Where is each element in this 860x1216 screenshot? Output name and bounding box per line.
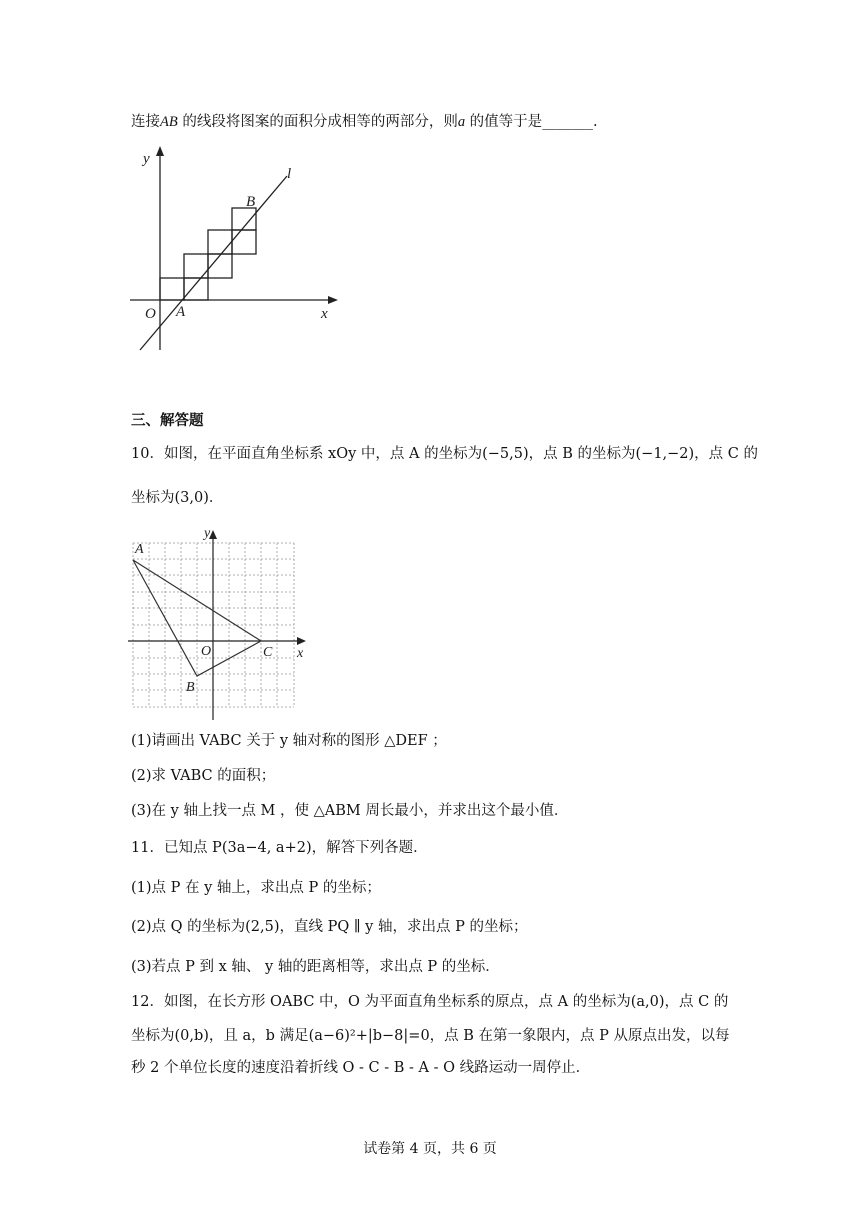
x-axis-arrow-icon [328, 296, 338, 304]
square [232, 230, 256, 254]
q10-sub1: (1)请画出 VABC 关于 y 轴对称的图形 △DEF ； [131, 733, 447, 749]
origin-label: O [201, 644, 212, 659]
q9-text-part: 的线段将图案的面积分成相等的两部分，则 [177, 114, 458, 130]
q11-sub1: (1)点 P 在 y 轴上，求出点 P 的坐标； [131, 880, 381, 896]
x-axis-arrow-icon [297, 637, 306, 645]
q11-line1: 11．已知点 P(3a−4, a+2)，解答下列各题． [131, 840, 428, 856]
triangle-abc [133, 560, 261, 676]
square [160, 278, 184, 300]
q9-text-part: 连接 [131, 114, 160, 130]
page-footer: 试卷第 4 页，共 6 页 [363, 1141, 497, 1157]
y-axis-arrow-icon [156, 146, 164, 156]
triangle-grid-figure [126, 522, 312, 722]
y-axis-label: y [143, 151, 150, 167]
q10-line2: 坐标为(3,0)． [131, 490, 224, 506]
q9-var-ab: AB [160, 114, 178, 130]
q10-sub2: (2)求 VABC 的面积； [131, 768, 276, 784]
q9-var-a: a [457, 114, 466, 130]
q12-line1: 12．如图，在长方形 OABC 中，O 为平面直角坐标系的原点，点 A 的坐标为(a,0)，点 C 的 [131, 994, 729, 1010]
staircase-figure [125, 140, 355, 360]
x-axis-label: x [297, 646, 304, 661]
origin-label: O [145, 306, 156, 322]
point-b-label: B [186, 680, 195, 695]
q12-line3: 秒 2 个单位长度的速度沿着折线 O - C - B - A - O 线路运动一周停止． [131, 1060, 591, 1076]
q9-text-part: 的值等于是 [465, 114, 543, 130]
y-axis-label: y [204, 526, 211, 541]
point-a-label: A [135, 542, 144, 557]
q9-text-part: . [592, 114, 598, 130]
q11-sub3: (3)若点 P 到 x 轴、 y 轴的距离相等，求出点 P 的坐标． [131, 959, 500, 975]
q12-line2: 坐标为(0,b)，且 a，b 满足(a−6)²+|b−8|=0，点 B 在第一象限内，点 P 从原点出发，以每 [131, 1028, 730, 1044]
answer-blank: _______ [542, 114, 593, 130]
point-a-label: A [176, 304, 186, 320]
square [208, 230, 232, 254]
q9-text [131, 112, 598, 132]
line-l [140, 176, 287, 350]
q10-sub3: (3)在 y 轴上找一点 M ，使 △ABM 周长最小，并求出这个最小值． [131, 803, 569, 819]
line-l-label: l [287, 166, 292, 182]
section-heading: 三、解答题 [131, 412, 204, 429]
x-axis-label: x [321, 306, 328, 322]
point-c-label: C [263, 645, 273, 660]
square [184, 278, 208, 300]
q10-line1: 10．如图，在平面直角坐标系 xOy 中，点 A 的坐标为(−5,5)，点 B 的坐标为(−1,−2)，点 C 的 [131, 446, 758, 462]
q11-sub2: (2)点 Q 的坐标为(2,5)，直线 PQ ∥ y 轴，求出点 P 的坐标； [131, 919, 528, 935]
point-b-label: B [246, 194, 256, 210]
